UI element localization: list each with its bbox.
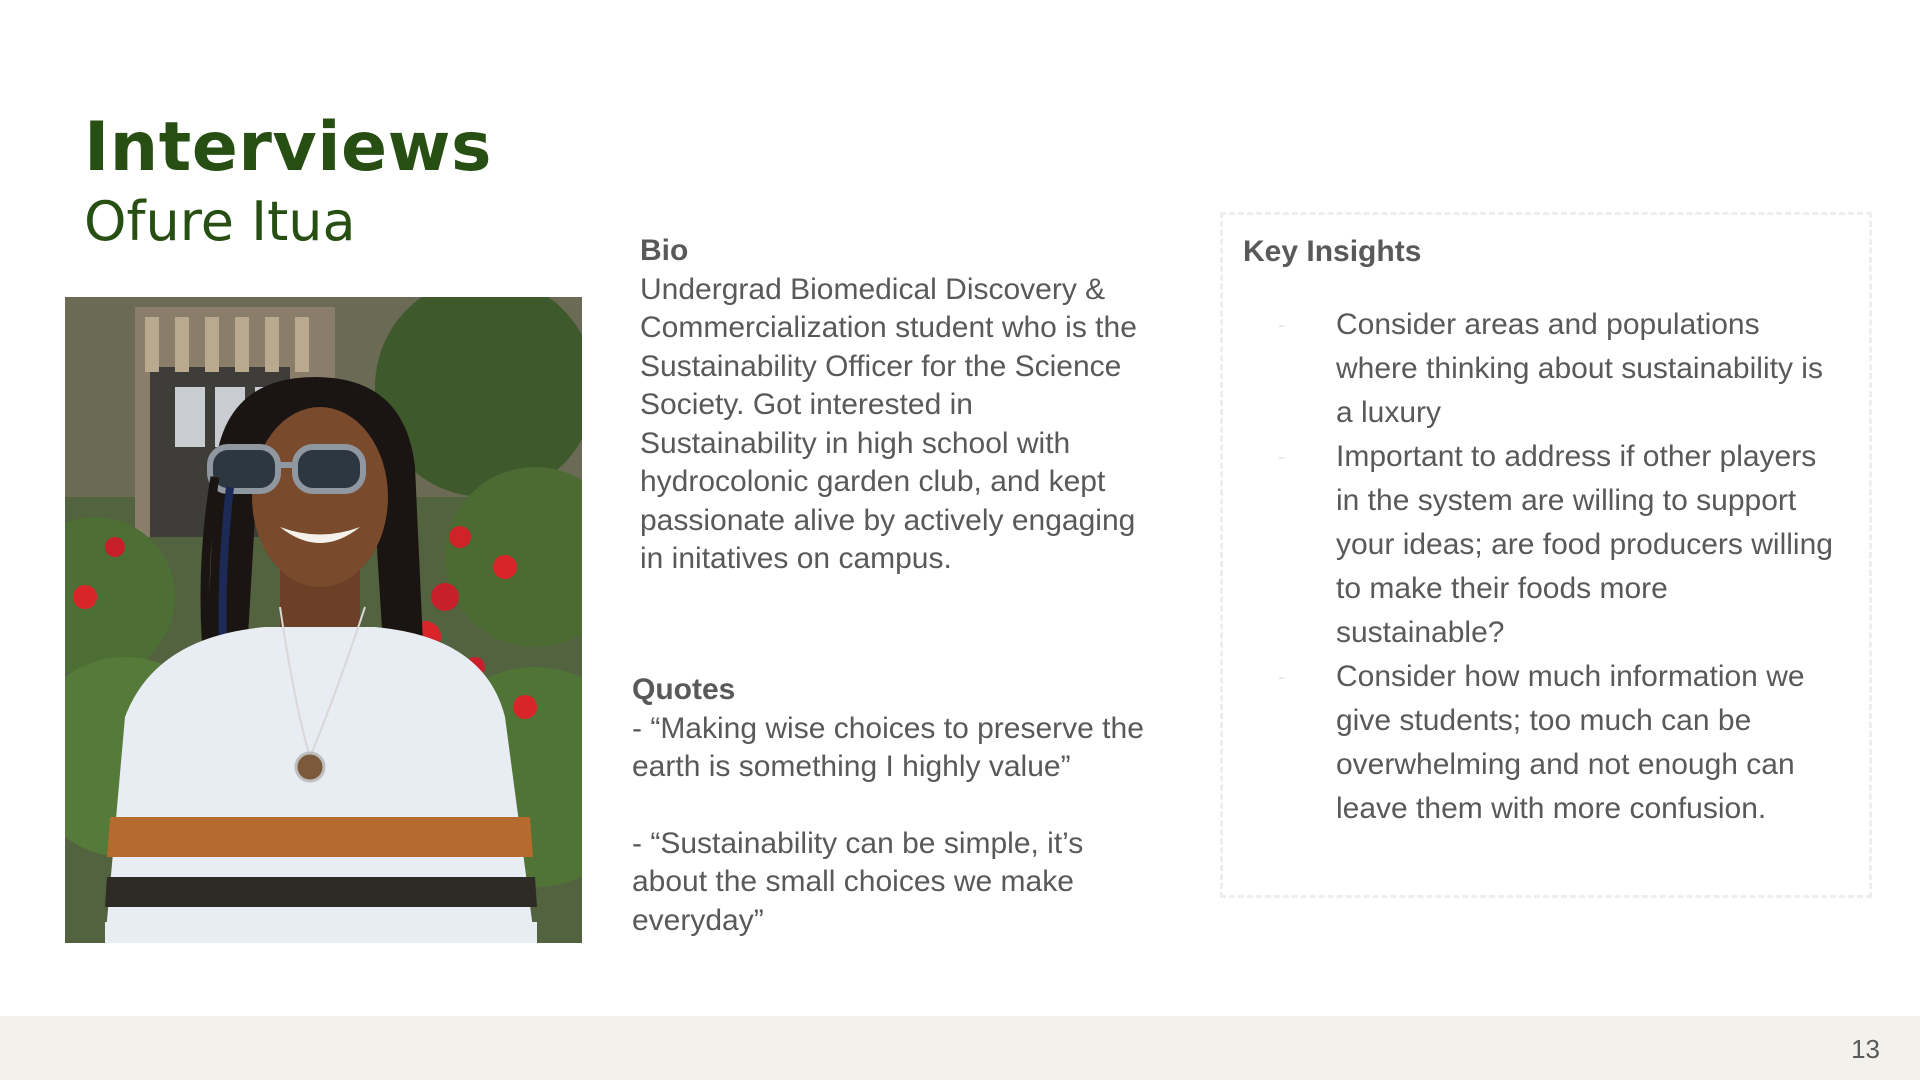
page-number: 13 [1851, 1034, 1880, 1064]
bio-line: Undergrad Biomedical Discovery & [640, 272, 1106, 306]
bio-heading: Bio [640, 234, 689, 267]
interviewee-photo [65, 297, 582, 943]
insight-line: to make their foods more [1336, 572, 1668, 605]
dash-bullet-icon: - [1278, 444, 1286, 469]
quote-item [632, 825, 1192, 941]
bio-line: passionate alive by actively engaging [640, 503, 1136, 537]
quote-line: about the small choices we make [632, 865, 1074, 898]
key-insights-box [1220, 212, 1872, 898]
interviewee-name: Ofure Itua [84, 190, 356, 253]
insight-item [1223, 435, 1869, 655]
insight-item [1223, 655, 1869, 831]
quote-line: everyday” [632, 903, 764, 937]
bio-line: in initatives on campus. [640, 542, 952, 575]
quote-item [632, 710, 1192, 787]
bio-line: Society. Got interested in [640, 388, 973, 421]
insight-line: give students; too much can be [1336, 704, 1752, 737]
insight-line: Important to address if other players [1336, 440, 1817, 473]
key-insights-list [1223, 303, 1869, 831]
bio-line: Sustainability in high school with [640, 426, 1071, 460]
insight-line: leave them with more confusion. [1336, 792, 1767, 825]
dash-bullet-icon: - [1278, 664, 1286, 689]
insight-line: a luxury [1336, 396, 1442, 429]
insight-item [1223, 303, 1869, 435]
key-insights-heading: Key Insights [1243, 235, 1422, 268]
footer-bar [0, 1016, 1920, 1080]
insight-line: your ideas; are food producers willing [1336, 528, 1833, 561]
insight-line: where thinking about sustainability is [1336, 352, 1823, 385]
insight-line: Consider how much information we [1336, 660, 1805, 693]
insight-line: in the system are willing to support [1336, 484, 1797, 517]
quote-line: - “Making wise choices to preserve the [632, 711, 1144, 745]
bio-line: hydrocolonic garden club, and kept [640, 465, 1106, 498]
insight-line: Consider areas and populations [1336, 308, 1760, 341]
page-title: Interviews [84, 108, 492, 187]
bio-section [640, 232, 1180, 579]
quote-line: - “Sustainability can be simple, it’s [632, 826, 1084, 860]
bio-line: Sustainability Officer for the Science [640, 349, 1122, 383]
bio-text [640, 271, 1180, 579]
insight-line: overwhelming and not enough can [1336, 748, 1795, 781]
quotes-heading: Quotes [632, 673, 736, 706]
dash-bullet-icon: - [1278, 312, 1286, 337]
quote-line: earth is something I highly value” [632, 750, 1071, 783]
quotes-section [632, 671, 1192, 940]
insight-line: sustainable? [1336, 616, 1505, 649]
bio-line: Commercialization student who is the [640, 311, 1137, 344]
